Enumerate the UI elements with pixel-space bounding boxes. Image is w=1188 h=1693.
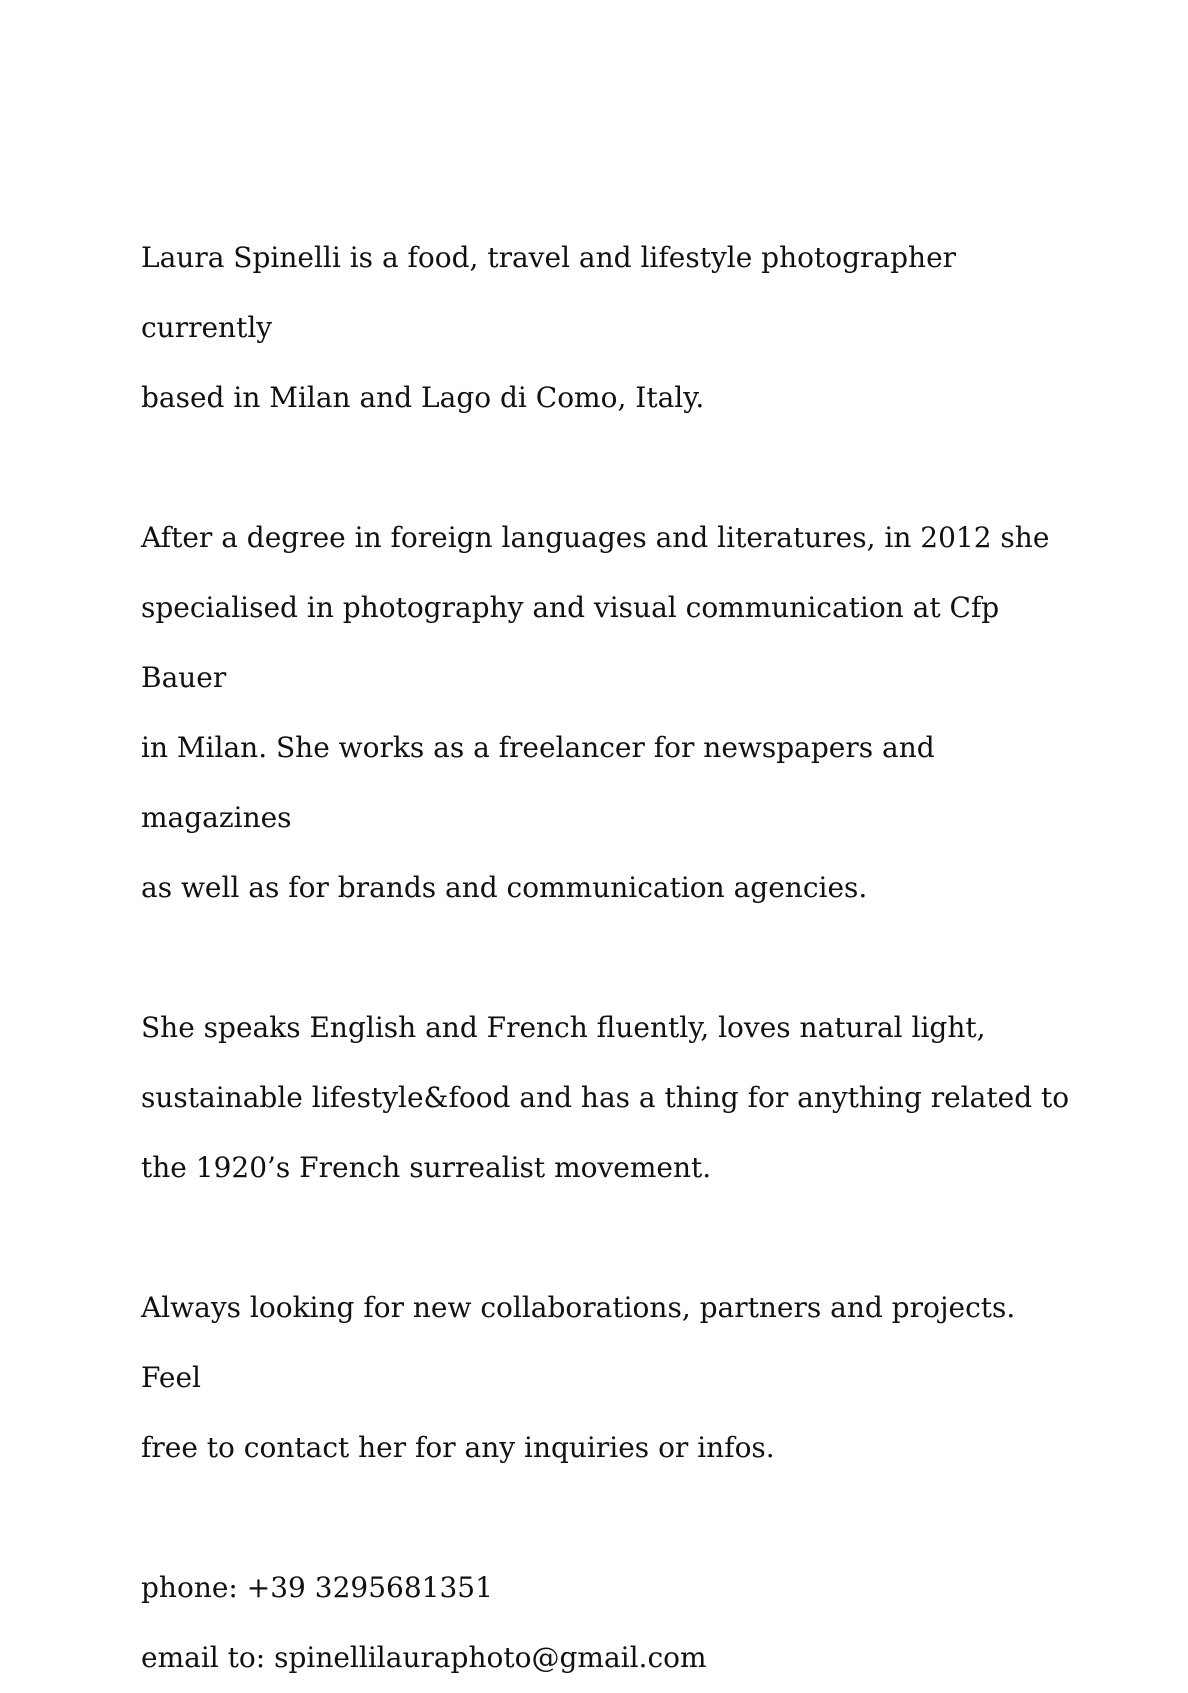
email-line [141, 1623, 1081, 1693]
email-label: email to: [141, 1641, 275, 1674]
phone-number[interactable]: +39 3295681351 [246, 1571, 493, 1604]
bio-paragraph-interests: She speaks English and French fluently, loves natural light, sustainable lifestyle&food and has a thing for anything related to the 1920’s French surrealist movement. [141, 1011, 1070, 1184]
email-link[interactable]: spinellilauraphoto@gmail.com [274, 1641, 707, 1674]
bio-paragraph-education: After a degree in foreign languages and literatures, in 2012 she specialised in photography and visual communication at Cfp Bauer in Milan. She works as a freelancer for newspapers and magazines as well as for brands and communication agencies. [141, 521, 1050, 904]
phone-line [141, 1553, 1081, 1623]
contact-block [141, 1553, 1081, 1693]
bio-paragraph-collaborations: Always looking for new collaborations, partners and projects. Feel free to contact her for any inquiries or infos. [141, 1291, 1016, 1464]
bio-paragraph-intro: Laura Spinelli is a food, travel and lifestyle photographer currently based in Milan and Lago di Como, Italy. [141, 241, 957, 414]
phone-label: phone: [141, 1571, 247, 1604]
bio-text-block [141, 223, 1081, 1693]
